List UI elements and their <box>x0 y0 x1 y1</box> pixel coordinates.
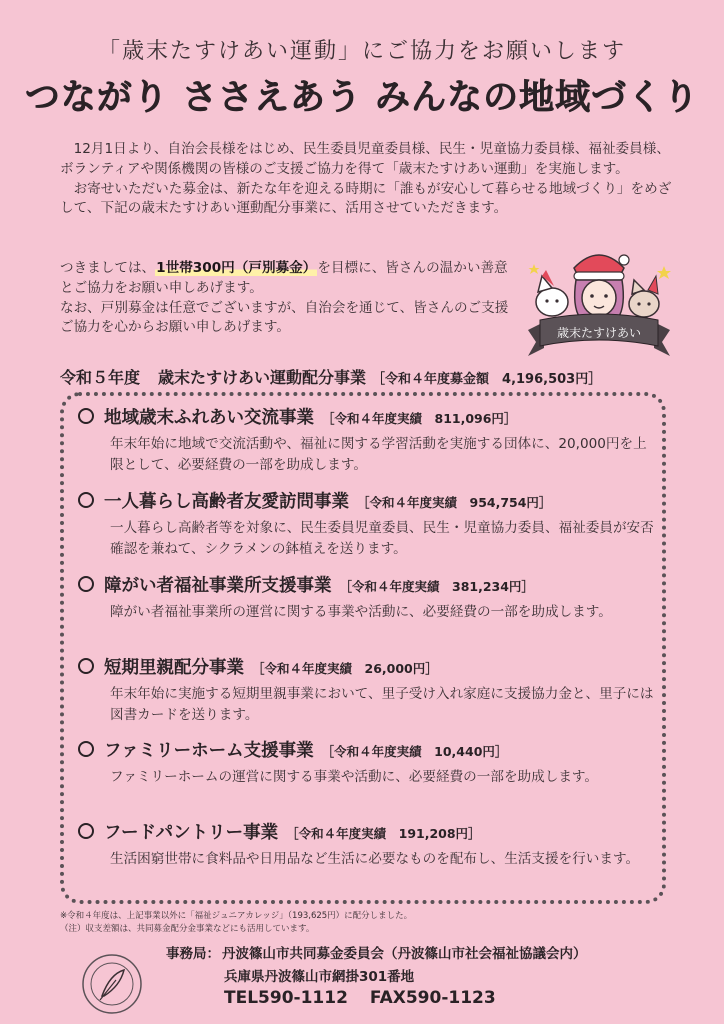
footnote-1: ※令和４年度は、上記事業以外に「福祉ジュニアカレッジ」（193,625円）に配分しました。 <box>60 911 413 921</box>
office-phone-fax <box>224 988 587 1008</box>
project-description: ファミリーホームの運営に関する事業や活動に、必要経費の一部を助成します。 <box>110 769 599 785</box>
project-result: ［令和４年度実績 10,440円］ <box>321 744 508 759</box>
project-name: ファミリーホーム支援事業 <box>104 741 314 761</box>
project-name: 一人暮らし高齢者友愛訪問事業 <box>104 492 349 512</box>
office-contact <box>166 942 587 1011</box>
section-year: 令和５年度 <box>60 368 141 387</box>
p3-before: つきましては、 <box>60 260 156 276</box>
project-description: 年末年始に地域で交流活動や、福祉に関する学習活動を実施する団体に、20,000円を上限として、必要経費の一部を助成します。 <box>110 436 647 473</box>
office-name: 丹波篠山市共同募金委員会（丹波篠山市社会福祉協議会内） <box>222 946 587 962</box>
office-tel: TEL590-1112 <box>224 988 348 1008</box>
project-description: 障がい者福祉事業所の運営に関する事業や活動に、必要経費の一部を助成します。 <box>110 604 612 620</box>
office-label: 事務局： <box>166 946 220 962</box>
project-name: 障がい者福祉事業所支援事業 <box>104 576 332 596</box>
circle-bullet-icon <box>78 408 94 424</box>
office-fax: FAX590-1123 <box>369 988 496 1008</box>
intro-text <box>60 140 680 219</box>
intro-paragraph-3 <box>60 259 520 299</box>
project-item-6 <box>78 819 658 870</box>
campaign-subtitle: 「歳末たすけあい運動」にご協力をお願いします <box>97 39 626 64</box>
total-donation-amount: ［令和４年度募金額 4,196,503円］ <box>372 372 602 387</box>
red-feather-logo-icon <box>80 952 144 1016</box>
request-text <box>60 259 520 338</box>
project-item-1 <box>78 404 658 476</box>
project-item-3 <box>78 572 658 623</box>
office-address: 兵庫県丹波篠山市網掛301番地 <box>224 969 415 985</box>
santa-girl-with-animals-illustration <box>524 246 674 362</box>
mascot-banner-text: 歳末たすけあい <box>556 326 642 340</box>
project-description: 年末年始に実施する短期里親事業において、里子受け入れ家庭に支援協力金と、里子には図書カードを送ります。 <box>110 686 654 723</box>
project-result: ［令和４年度実績 954,754円］ <box>357 495 552 510</box>
project-name: フードパントリー事業 <box>104 823 279 843</box>
project-item-5 <box>78 737 658 788</box>
project-description: 一人暮らし高齢者等を対象に、民生委員児童委員、民生・児童協力委員、福祉委員が安否確認を兼ねて、シクラメンの鉢植えを送ります。 <box>110 520 654 557</box>
project-result: ［令和４年度実績 26,000円］ <box>252 661 438 676</box>
footnote-2: （注）収支差額は、共同募金配分金事業などにも活用しています。 <box>60 924 315 934</box>
circle-bullet-icon <box>78 823 94 839</box>
p3-after: を目標に、皆さんの温かい善意とご協力をお願い申しあげます。 <box>60 260 508 296</box>
household-target-highlight: 1世帯300円（戸別募金） <box>156 260 317 276</box>
circle-bullet-icon <box>78 658 94 674</box>
project-result: ［令和４年度実績 191,208円］ <box>286 826 481 841</box>
project-description: 生活困窮世帯に食料品や日用品など生活に必要なものを配布し、生活支援を行います。 <box>110 851 640 867</box>
circle-bullet-icon <box>78 576 94 592</box>
project-result: ［令和４年度実績 381,234円］ <box>339 579 534 594</box>
project-name: 短期里親配分事業 <box>104 658 244 678</box>
circle-bullet-icon <box>78 492 94 508</box>
intro-paragraph-2: お寄せいただいた募金は、新たな年を迎える時期に「誰もが安心して暮らせる地域づくり」をめざして、下記の歳末たすけあい運動配分事業に、活用させていただきます。 <box>60 180 672 217</box>
footnotes <box>60 910 412 936</box>
project-item-4 <box>78 654 658 726</box>
section-heading <box>60 365 680 388</box>
project-item-2 <box>78 488 658 560</box>
intro-paragraph-1: 12月1日より、自治会長様をはじめ、民生委員児童委員様、民生・児童協力委員様、福祉委員様、ボランティアや関係機関の皆様のご支援ご協力を得て「歳末たすけあい運動」を実施します。 <box>60 141 670 177</box>
intro-paragraph-4: なお、戸別募金は任意でございますが、自治会を通じて、皆さんのご支援ご協力を心からお願い申しあげます。 <box>60 299 509 336</box>
campaign-title: つながり ささえあう みんなの地域づくり <box>24 78 700 118</box>
circle-bullet-icon <box>78 741 94 757</box>
section-title: 歳末たすけあい運動配分事業 <box>158 368 367 387</box>
project-result: ［令和４年度実績 811,096円］ <box>322 411 517 426</box>
project-name: 地域歳末ふれあい交流事業 <box>104 408 314 428</box>
